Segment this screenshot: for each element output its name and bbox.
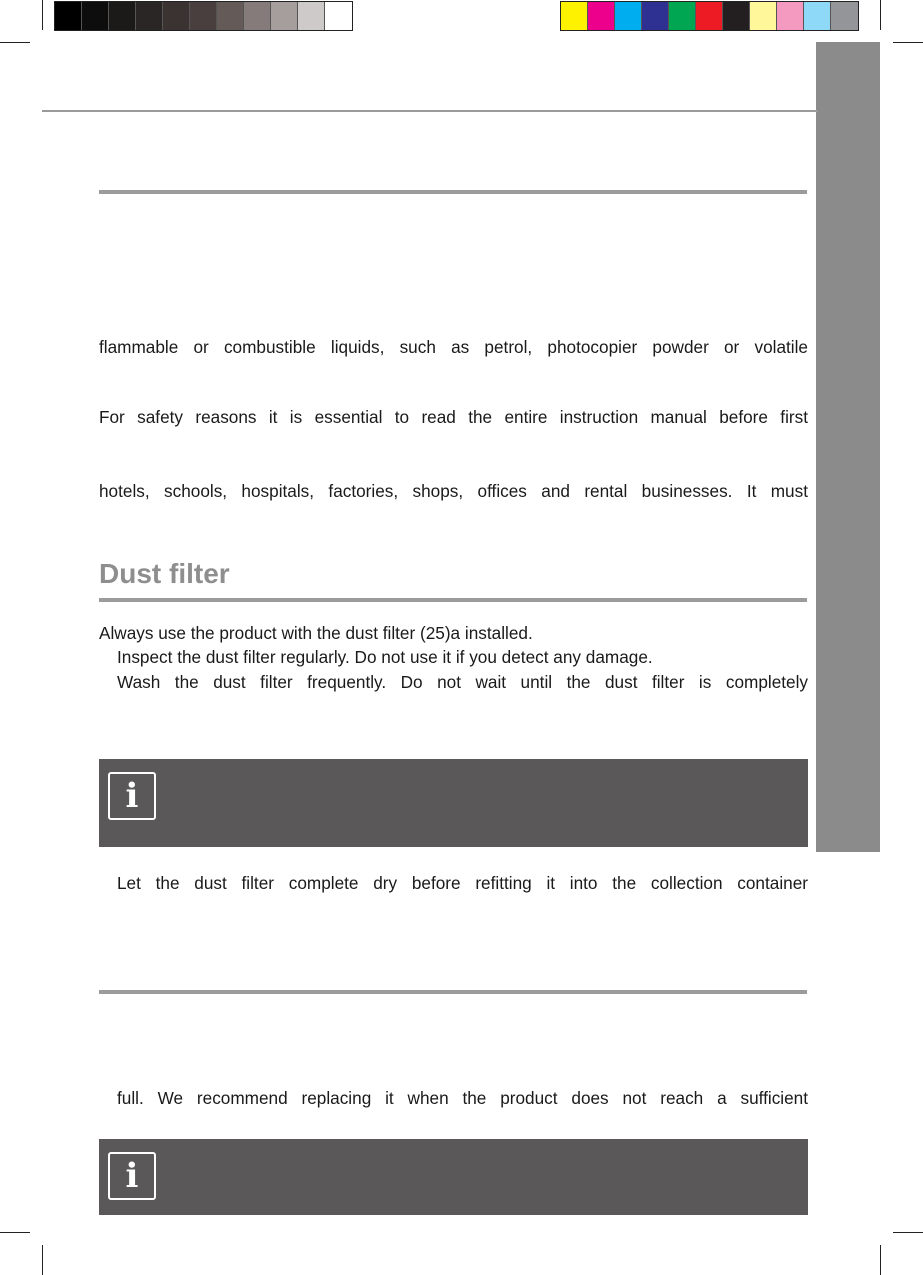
info-note-box xyxy=(99,1139,808,1215)
color-calibration-bar xyxy=(560,1,859,31)
swatch xyxy=(696,2,723,30)
crop-mark xyxy=(893,42,923,43)
swatch xyxy=(163,2,190,30)
crop-mark xyxy=(0,1232,30,1233)
section-rule xyxy=(99,990,807,994)
chapter-side-tab xyxy=(816,42,880,852)
crop-mark xyxy=(880,1245,881,1275)
section-heading: Dust filter xyxy=(99,558,230,589)
info-icon: i xyxy=(108,1152,156,1200)
info-note-box xyxy=(99,759,808,847)
swatch xyxy=(804,2,831,30)
crop-mark xyxy=(880,0,881,30)
text-line: Wash the dust filter frequently. Do not wait until the dust filter is completely xyxy=(117,672,808,692)
swatch xyxy=(750,2,777,30)
swatch xyxy=(217,2,244,30)
swatch xyxy=(777,2,804,30)
section-rule xyxy=(99,190,807,194)
swatch xyxy=(642,2,669,30)
text-line: flammable or combustible liquids, such as petrol, photocopier powder or volatile xyxy=(99,337,808,357)
swatch xyxy=(588,2,615,30)
info-icon: i xyxy=(108,772,156,820)
text-line: Inspect the dust filter regularly. Do not use it if you detect any damage. xyxy=(117,647,653,667)
swatch xyxy=(271,2,298,30)
swatch xyxy=(325,2,352,30)
swatch xyxy=(298,2,325,30)
swatch xyxy=(831,2,858,30)
text-line: full. We recommend replacing it when the product does not reach a sufficient xyxy=(117,1088,808,1108)
swatch xyxy=(136,2,163,30)
swatch xyxy=(561,2,588,30)
page-header-rule xyxy=(42,110,818,112)
crop-mark xyxy=(893,1232,923,1233)
crop-mark xyxy=(42,0,43,30)
swatch xyxy=(615,2,642,30)
text-line: Always use the product with the dust filter (25)a installed. xyxy=(99,623,533,643)
crop-mark xyxy=(0,42,30,43)
swatch xyxy=(82,2,109,30)
swatch xyxy=(244,2,271,30)
section-rule xyxy=(99,598,807,602)
crop-mark xyxy=(42,1245,43,1275)
grayscale-calibration-bar xyxy=(54,1,353,31)
swatch xyxy=(55,2,82,30)
text-line: Let the dust filter complete dry before refitting it into the collection container xyxy=(117,873,808,893)
text-line: hotels, schools, hospitals, factories, shops, offices and rental businesses. It must xyxy=(99,481,808,501)
swatch xyxy=(190,2,217,30)
text-line: For safety reasons it is essential to read the entire instruction manual before first xyxy=(99,407,808,427)
swatch xyxy=(109,2,136,30)
swatch xyxy=(669,2,696,30)
swatch xyxy=(723,2,750,30)
